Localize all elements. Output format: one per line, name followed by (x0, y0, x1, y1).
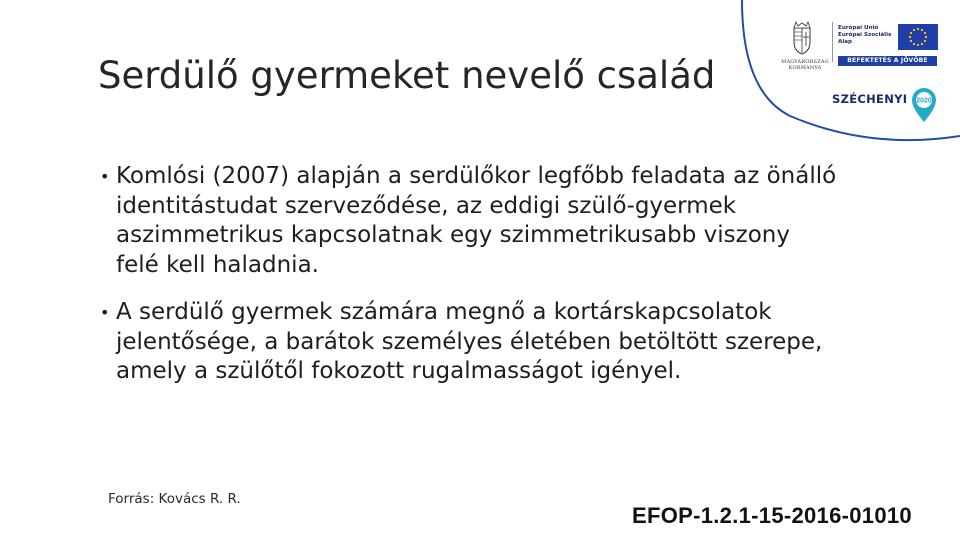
bullet-text: A serdülő gyermek számára megnő a kortárskapcsolatok jelentősége, a barátok személyes életében betöltött szerepe, amely a szülőtől fokozott rugalmasságot igényel. (116, 299, 823, 384)
government-logo-text: MAGYARORSZÁG KORMÁNYA (781, 59, 829, 71)
hungarian-crest-icon (788, 20, 816, 56)
eu-banner: BEFEKTETÉS A JÖVŐBE (838, 56, 937, 66)
szechenyi-logo-text: SZÉCHENYI (832, 92, 908, 106)
slide-title: Serdülő gyermeket nevelő család (98, 54, 716, 97)
sponsor-logos (770, 12, 950, 132)
project-code: EFOP-1.2.1-15-2016-01010 (632, 503, 912, 528)
bullet-item (100, 298, 840, 387)
bullet-text: Komlósi (2007) alapján a serdülőkor legfőbb feladata az önálló identitástudat szerveződése, az eddigi szülő-gyermek aszimmetrikus kapcsolatnak egy szimmetrikusabb viszony felé kell haladnia. (116, 163, 837, 278)
bullet-marker: • (100, 303, 110, 322)
szechenyi-year: 2020 (916, 97, 932, 105)
logo-divider (832, 22, 833, 62)
eu-flag-icon (898, 24, 938, 50)
eu-fund-text: Európai Unió Európai Szociális Alap (838, 25, 892, 45)
source-citation: Forrás: Kovács R. R. (108, 491, 241, 507)
bullet-marker: • (100, 167, 110, 186)
location-pin-icon (910, 86, 938, 126)
bullet-item (100, 162, 840, 280)
bullet-list (100, 162, 840, 405)
